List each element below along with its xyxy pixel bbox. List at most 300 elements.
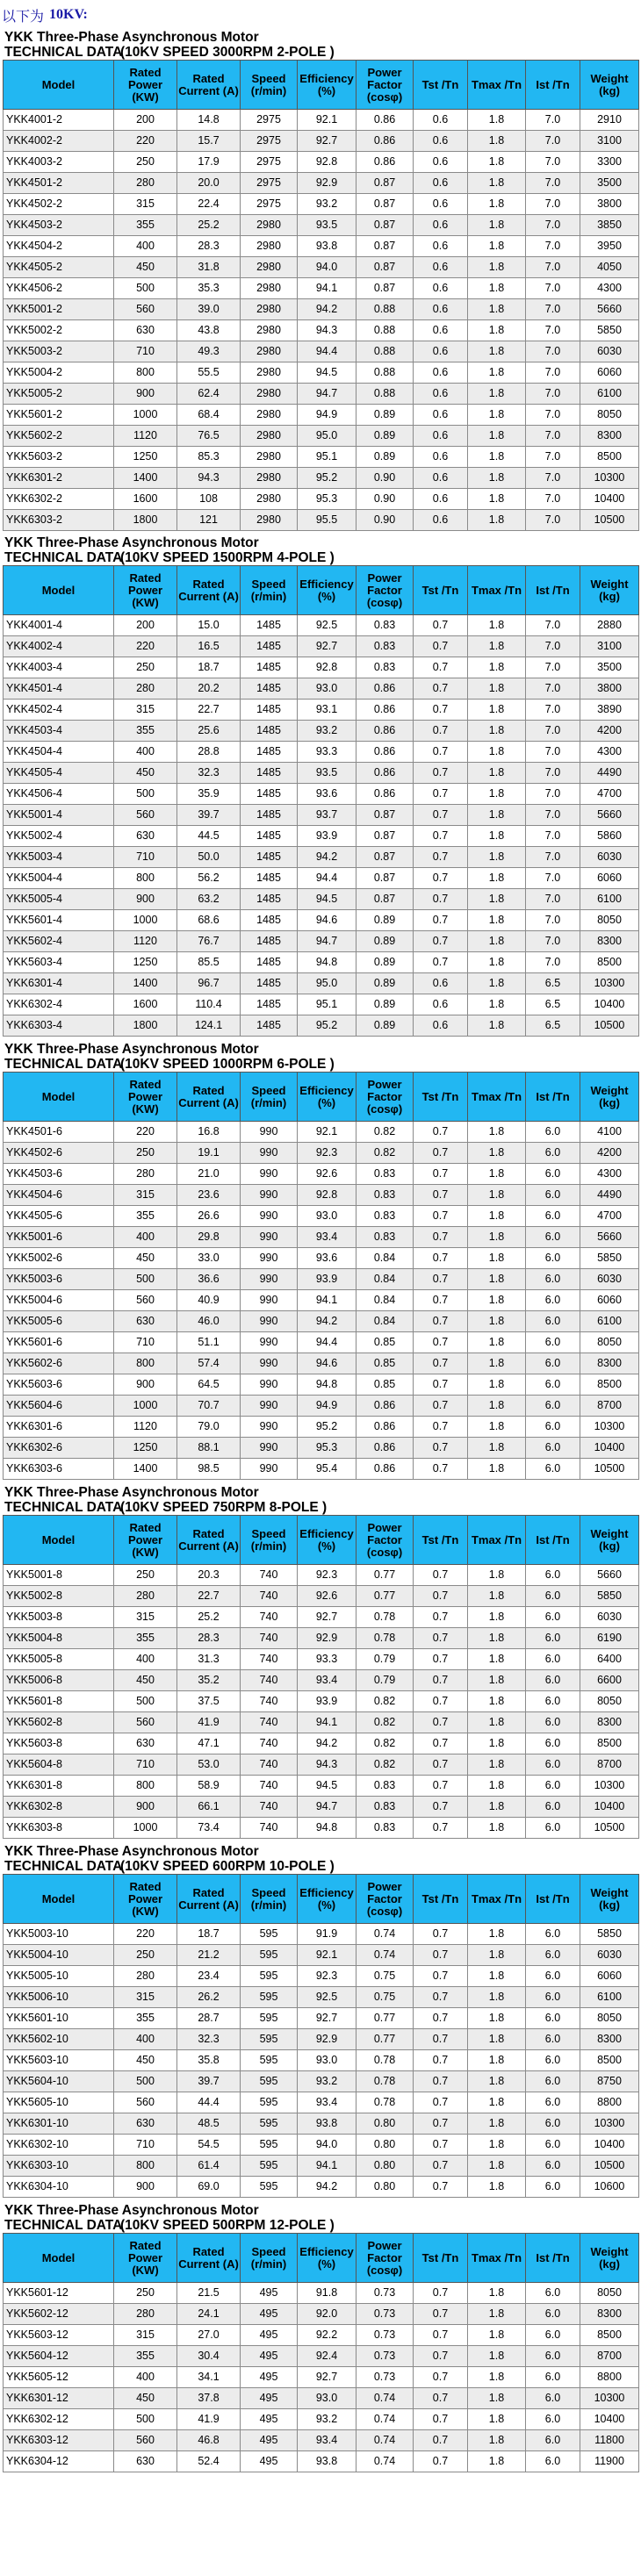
value-cell: 70.7 — [177, 1396, 241, 1417]
table-row — [4, 2388, 639, 2409]
table-row — [4, 1754, 639, 1776]
table-row — [4, 615, 639, 636]
value-cell: 92.8 — [298, 1185, 357, 1206]
value-cell: 0.86 — [357, 784, 414, 805]
value-cell: 0.7 — [414, 742, 468, 763]
section-title: YKK Three-Phase Asynchronous Motor — [4, 535, 259, 550]
value-cell: 0.7 — [414, 1797, 468, 1818]
value-cell: 0.7 — [414, 2283, 468, 2304]
column-header: Weight (kg) — [580, 1516, 639, 1565]
value-cell: 94.0 — [298, 2135, 357, 2156]
value-cell: 23.4 — [177, 1966, 241, 1987]
value-cell: 15.7 — [177, 131, 241, 152]
value-cell: 2975 — [241, 110, 298, 131]
value-cell: 800 — [114, 1776, 177, 1797]
value-cell: 0.83 — [357, 1227, 414, 1248]
spec-table — [3, 60, 639, 531]
table-row — [4, 1311, 639, 1332]
value-cell: 495 — [241, 2346, 298, 2367]
value-cell: 0.74 — [357, 1945, 414, 1966]
value-cell: 0.7 — [414, 2430, 468, 2451]
model-cell: YKK5006-10 — [4, 1987, 114, 2008]
value-cell: 1.8 — [468, 1290, 526, 1311]
column-header: Speed (r/min) — [241, 566, 298, 615]
value-cell: 2980 — [241, 341, 298, 362]
value-cell: 0.7 — [414, 1565, 468, 1586]
value-cell: 800 — [114, 868, 177, 889]
column-header: Weight (kg) — [580, 1875, 639, 1924]
value-cell: 1.8 — [468, 763, 526, 784]
value-cell: 94.9 — [298, 1396, 357, 1417]
value-cell: 10500 — [580, 2156, 639, 2177]
column-header: Rated Current (A) — [177, 1875, 241, 1924]
value-cell: 740 — [241, 1649, 298, 1670]
value-cell: 92.1 — [298, 110, 357, 131]
spec-table — [3, 2233, 639, 2472]
value-cell: 0.84 — [357, 1290, 414, 1311]
value-cell: 4050 — [580, 257, 639, 278]
value-cell: 92.3 — [298, 1565, 357, 1586]
value-cell: 69.0 — [177, 2177, 241, 2198]
table-row — [4, 1649, 639, 1670]
table-row — [4, 2113, 639, 2135]
value-cell: 400 — [114, 1649, 177, 1670]
value-cell: 35.9 — [177, 784, 241, 805]
table-row — [4, 1438, 639, 1459]
value-cell: 0.7 — [414, 826, 468, 847]
value-cell: 1.8 — [468, 405, 526, 426]
value-cell: 8700 — [580, 2346, 639, 2367]
table-row — [4, 1396, 639, 1417]
value-cell: 3890 — [580, 700, 639, 721]
model-cell: YKK5602-12 — [4, 2304, 114, 2325]
value-cell: 95.0 — [298, 426, 357, 447]
value-cell: 1.8 — [468, 299, 526, 320]
value-cell: 0.7 — [414, 1649, 468, 1670]
value-cell: 61.4 — [177, 2156, 241, 2177]
value-cell: 1.8 — [468, 2304, 526, 2325]
table-row — [4, 362, 639, 384]
value-cell: 94.5 — [298, 889, 357, 910]
value-cell: 7.0 — [526, 320, 580, 341]
value-cell: 0.86 — [357, 1438, 414, 1459]
value-cell: 6.0 — [526, 1733, 580, 1754]
section-title: YKK Three-Phase Asynchronous Motor — [4, 30, 259, 45]
value-cell: 94.8 — [298, 1818, 357, 1839]
value-cell: 0.90 — [357, 489, 414, 510]
subtitle-technical-data: TECHNICAL DATA — [4, 1500, 123, 1515]
value-cell: 6100 — [580, 1987, 639, 2008]
value-cell: 11800 — [580, 2430, 639, 2451]
model-cell: YKK5004-2 — [4, 362, 114, 384]
column-header: Ist /Tn — [526, 1516, 580, 1565]
value-cell: 93.7 — [298, 805, 357, 826]
column-header: Rated Power (KW) — [114, 61, 177, 110]
model-cell: YKK5601-6 — [4, 1332, 114, 1353]
value-cell: 8500 — [580, 447, 639, 468]
table-row — [4, 742, 639, 763]
value-cell: 41.9 — [177, 2409, 241, 2430]
value-cell: 50.0 — [177, 847, 241, 868]
model-cell: YKK4501-6 — [4, 1122, 114, 1143]
model-cell: YKK4502-6 — [4, 1143, 114, 1164]
value-cell: 710 — [114, 1332, 177, 1353]
value-cell: 595 — [241, 1924, 298, 1945]
value-cell: 0.7 — [414, 1691, 468, 1712]
value-cell: 0.7 — [414, 1143, 468, 1164]
value-cell: 0.7 — [414, 847, 468, 868]
value-cell: 11900 — [580, 2451, 639, 2472]
value-cell: 10500 — [580, 1818, 639, 1839]
model-cell: YKK6303-12 — [4, 2430, 114, 2451]
model-cell: YKK4002-4 — [4, 636, 114, 657]
model-cell: YKK5601-8 — [4, 1691, 114, 1712]
intro-line — [0, 0, 641, 30]
subtitle-speed-pole: (10KV SPEED 1000RPM 6-POLE ) — [120, 1057, 335, 1072]
value-cell: 200 — [114, 615, 177, 636]
value-cell: 1.8 — [468, 1248, 526, 1269]
value-cell: 495 — [241, 2388, 298, 2409]
value-cell: 93.8 — [298, 236, 357, 257]
column-header: Rated Power (KW) — [114, 2234, 177, 2283]
value-cell: 7.0 — [526, 131, 580, 152]
value-cell: 3300 — [580, 152, 639, 173]
value-cell: 1.8 — [468, 1924, 526, 1945]
model-cell: YKK5001-2 — [4, 299, 114, 320]
value-cell: 7.0 — [526, 763, 580, 784]
value-cell: 94.8 — [298, 1374, 357, 1396]
value-cell: 0.90 — [357, 468, 414, 489]
table-row — [4, 131, 639, 152]
value-cell: 94.1 — [298, 2156, 357, 2177]
value-cell: 1.8 — [468, 2409, 526, 2430]
value-cell: 94.1 — [298, 1290, 357, 1311]
value-cell: 25.2 — [177, 215, 241, 236]
value-cell: 6060 — [580, 362, 639, 384]
value-cell: 16.5 — [177, 636, 241, 657]
value-cell: 0.83 — [357, 1206, 414, 1227]
column-header: Efficiency (%) — [298, 1516, 357, 1565]
value-cell: 0.86 — [357, 1396, 414, 1417]
spec-table — [3, 1072, 639, 1480]
value-cell: 500 — [114, 784, 177, 805]
value-cell: 21.5 — [177, 2283, 241, 2304]
value-cell: 3850 — [580, 215, 639, 236]
value-cell: 21.2 — [177, 1945, 241, 1966]
value-cell: 8800 — [580, 2092, 639, 2113]
value-cell: 93.2 — [298, 194, 357, 215]
value-cell: 1.8 — [468, 994, 526, 1015]
table-row — [4, 299, 639, 320]
value-cell: 0.86 — [357, 131, 414, 152]
value-cell: 92.7 — [298, 636, 357, 657]
model-cell: YKK5002-6 — [4, 1248, 114, 1269]
value-cell: 93.3 — [298, 1649, 357, 1670]
column-header: Weight (kg) — [580, 2234, 639, 2283]
model-cell: YKK5004-10 — [4, 1945, 114, 1966]
value-cell: 740 — [241, 1607, 298, 1628]
value-cell: 0.7 — [414, 2304, 468, 2325]
value-cell: 0.79 — [357, 1670, 414, 1691]
model-cell: YKK5005-6 — [4, 1311, 114, 1332]
value-cell: 495 — [241, 2409, 298, 2430]
value-cell: 560 — [114, 805, 177, 826]
value-cell: 1485 — [241, 910, 298, 931]
value-cell: 6.0 — [526, 2029, 580, 2050]
value-cell: 1400 — [114, 1459, 177, 1480]
column-header: Speed (r/min) — [241, 1073, 298, 1122]
value-cell: 495 — [241, 2325, 298, 2346]
value-cell: 450 — [114, 2388, 177, 2409]
value-cell: 7.0 — [526, 931, 580, 952]
value-cell: 1.8 — [468, 700, 526, 721]
table-row — [4, 1924, 639, 1945]
value-cell: 0.87 — [357, 826, 414, 847]
value-cell: 900 — [114, 2177, 177, 2198]
model-cell: YKK4504-2 — [4, 236, 114, 257]
model-cell: YKK4002-2 — [4, 131, 114, 152]
value-cell: 92.9 — [298, 2029, 357, 2050]
value-cell: 6.0 — [526, 2346, 580, 2367]
value-cell: 6.0 — [526, 1924, 580, 1945]
value-cell: 58.9 — [177, 1776, 241, 1797]
value-cell: 0.80 — [357, 2177, 414, 2198]
table-header-row — [4, 61, 639, 110]
value-cell: 0.78 — [357, 1607, 414, 1628]
value-cell: 0.82 — [357, 1733, 414, 1754]
value-cell: 94.4 — [298, 341, 357, 362]
table-row — [4, 1374, 639, 1396]
value-cell: 0.84 — [357, 1269, 414, 1290]
value-cell: 0.74 — [357, 2451, 414, 2472]
model-cell: YKK6302-6 — [4, 1438, 114, 1459]
value-cell: 0.7 — [414, 1924, 468, 1945]
value-cell: 250 — [114, 1565, 177, 1586]
value-cell: 1.8 — [468, 1565, 526, 1586]
value-cell: 10400 — [580, 489, 639, 510]
value-cell: 1.8 — [468, 1374, 526, 1396]
table-row — [4, 784, 639, 805]
value-cell: 0.7 — [414, 952, 468, 973]
value-cell: 2980 — [241, 215, 298, 236]
column-header: Rated Current (A) — [177, 566, 241, 615]
value-cell: 10300 — [580, 2388, 639, 2409]
value-cell: 0.6 — [414, 489, 468, 510]
value-cell: 63.2 — [177, 889, 241, 910]
value-cell: 1.8 — [468, 384, 526, 405]
value-cell: 7.0 — [526, 910, 580, 931]
value-cell: 6.0 — [526, 2325, 580, 2346]
value-cell: 93.2 — [298, 721, 357, 742]
table-header-row — [4, 1516, 639, 1565]
value-cell: 1.8 — [468, 2029, 526, 2050]
value-cell: 6.0 — [526, 1185, 580, 1206]
table-row — [4, 1185, 639, 1206]
value-cell: 6.0 — [526, 2113, 580, 2135]
value-cell: 3800 — [580, 194, 639, 215]
value-cell: 0.7 — [414, 1945, 468, 1966]
table-row — [4, 2430, 639, 2451]
table-row — [4, 1417, 639, 1438]
value-cell: 0.7 — [414, 2135, 468, 2156]
value-cell: 73.4 — [177, 1818, 241, 1839]
value-cell: 630 — [114, 320, 177, 341]
value-cell: 1485 — [241, 805, 298, 826]
table-row — [4, 2325, 639, 2346]
value-cell: 1485 — [241, 636, 298, 657]
value-cell: 6.0 — [526, 1987, 580, 2008]
value-cell: 0.7 — [414, 784, 468, 805]
value-cell: 98.5 — [177, 1459, 241, 1480]
value-cell: 3950 — [580, 236, 639, 257]
table-row — [4, 868, 639, 889]
value-cell: 2980 — [241, 278, 298, 299]
value-cell: 6.0 — [526, 1586, 580, 1607]
value-cell: 0.87 — [357, 868, 414, 889]
value-cell: 92.5 — [298, 1987, 357, 2008]
value-cell: 0.74 — [357, 2430, 414, 2451]
value-cell: 495 — [241, 2451, 298, 2472]
column-header: Tmax /Tn — [468, 61, 526, 110]
subtitle-speed-pole: (10KV SPEED 1500RPM 4-POLE ) — [120, 550, 335, 565]
value-cell: 0.7 — [414, 1670, 468, 1691]
value-cell: 6.0 — [526, 1691, 580, 1712]
value-cell: 0.80 — [357, 2135, 414, 2156]
table-row — [4, 110, 639, 131]
value-cell: 46.8 — [177, 2430, 241, 2451]
value-cell: 990 — [241, 1417, 298, 1438]
value-cell: 91.9 — [298, 1924, 357, 1945]
value-cell: 1.8 — [468, 2092, 526, 2113]
value-cell: 0.7 — [414, 636, 468, 657]
value-cell: 315 — [114, 2325, 177, 2346]
value-cell: 1.8 — [468, 173, 526, 194]
value-cell: 24.1 — [177, 2304, 241, 2325]
value-cell: 76.7 — [177, 931, 241, 952]
value-cell: 740 — [241, 1670, 298, 1691]
value-cell: 450 — [114, 763, 177, 784]
value-cell: 0.7 — [414, 678, 468, 700]
value-cell: 1.8 — [468, 1185, 526, 1206]
value-cell: 94.7 — [298, 931, 357, 952]
value-cell: 95.3 — [298, 489, 357, 510]
value-cell: 25.2 — [177, 1607, 241, 1628]
value-cell: 1.8 — [468, 1670, 526, 1691]
value-cell: 6.0 — [526, 1607, 580, 1628]
value-cell: 92.7 — [298, 131, 357, 152]
table-row — [4, 2092, 639, 2113]
value-cell: 28.7 — [177, 2008, 241, 2029]
value-cell: 1.8 — [468, 1733, 526, 1754]
value-cell: 1.8 — [468, 2113, 526, 2135]
subtitle-technical-data: TECHNICAL DATA — [4, 1057, 123, 1072]
value-cell: 740 — [241, 1818, 298, 1839]
column-header: Rated Power (KW) — [114, 1875, 177, 1924]
value-cell: 280 — [114, 2304, 177, 2325]
value-cell: 990 — [241, 1164, 298, 1185]
section-subtitle — [3, 45, 638, 60]
table-row — [4, 1712, 639, 1733]
model-cell: YKK5601-10 — [4, 2008, 114, 2029]
value-cell: 1000 — [114, 1396, 177, 1417]
value-cell: 0.6 — [414, 384, 468, 405]
table-row — [4, 2177, 639, 2198]
value-cell: 595 — [241, 2071, 298, 2092]
value-cell: 8500 — [580, 1374, 639, 1396]
value-cell: 5860 — [580, 826, 639, 847]
value-cell: 990 — [241, 1206, 298, 1227]
column-header: Power Factor (cosφ) — [357, 1516, 414, 1565]
value-cell: 92.7 — [298, 2008, 357, 2029]
value-cell: 560 — [114, 2430, 177, 2451]
value-cell: 0.7 — [414, 2388, 468, 2409]
value-cell: 6060 — [580, 1966, 639, 1987]
value-cell: 0.86 — [357, 700, 414, 721]
value-cell: 1.8 — [468, 615, 526, 636]
model-cell: YKK5003-6 — [4, 1269, 114, 1290]
value-cell: 0.82 — [357, 1122, 414, 1143]
value-cell: 7.0 — [526, 742, 580, 763]
value-cell: 200 — [114, 110, 177, 131]
value-cell: 5660 — [580, 805, 639, 826]
value-cell: 0.73 — [357, 2367, 414, 2388]
value-cell: 7.0 — [526, 510, 580, 531]
table-row — [4, 2135, 639, 2156]
value-cell: 6.0 — [526, 1227, 580, 1248]
subtitle-technical-data: TECHNICAL DATA — [4, 2218, 123, 2233]
column-header: Tst /Tn — [414, 1073, 468, 1122]
value-cell: 0.7 — [414, 1248, 468, 1269]
model-cell: YKK5602-2 — [4, 426, 114, 447]
column-header: Tmax /Tn — [468, 1073, 526, 1122]
value-cell: 6.0 — [526, 1248, 580, 1269]
value-cell: 0.6 — [414, 426, 468, 447]
value-cell: 0.7 — [414, 1628, 468, 1649]
model-cell: YKK5601-4 — [4, 910, 114, 931]
column-header: Model — [4, 61, 114, 110]
column-header: Model — [4, 566, 114, 615]
value-cell: 4300 — [580, 742, 639, 763]
value-cell: 7.0 — [526, 447, 580, 468]
model-cell: YKK6302-2 — [4, 489, 114, 510]
value-cell: 1120 — [114, 1417, 177, 1438]
value-cell: 7.0 — [526, 784, 580, 805]
value-cell: 94.8 — [298, 952, 357, 973]
value-cell: 4200 — [580, 721, 639, 742]
value-cell: 0.85 — [357, 1374, 414, 1396]
value-cell: 6.0 — [526, 1966, 580, 1987]
table-row — [4, 1586, 639, 1607]
value-cell: 1485 — [241, 847, 298, 868]
value-cell: 8500 — [580, 952, 639, 973]
table-row — [4, 257, 639, 278]
value-cell: 6.0 — [526, 1164, 580, 1185]
table-row — [4, 2451, 639, 2472]
value-cell: 0.7 — [414, 700, 468, 721]
value-cell: 1.8 — [468, 2135, 526, 2156]
column-header: Rated Power (KW) — [114, 1073, 177, 1122]
value-cell: 92.2 — [298, 2325, 357, 2346]
table-row — [4, 805, 639, 826]
value-cell: 95.4 — [298, 1459, 357, 1480]
value-cell: 6.0 — [526, 2388, 580, 2409]
value-cell: 94.0 — [298, 257, 357, 278]
value-cell: 400 — [114, 1227, 177, 1248]
value-cell: 0.79 — [357, 1649, 414, 1670]
table-row — [4, 320, 639, 341]
value-cell: 94.5 — [298, 362, 357, 384]
value-cell: 68.6 — [177, 910, 241, 931]
